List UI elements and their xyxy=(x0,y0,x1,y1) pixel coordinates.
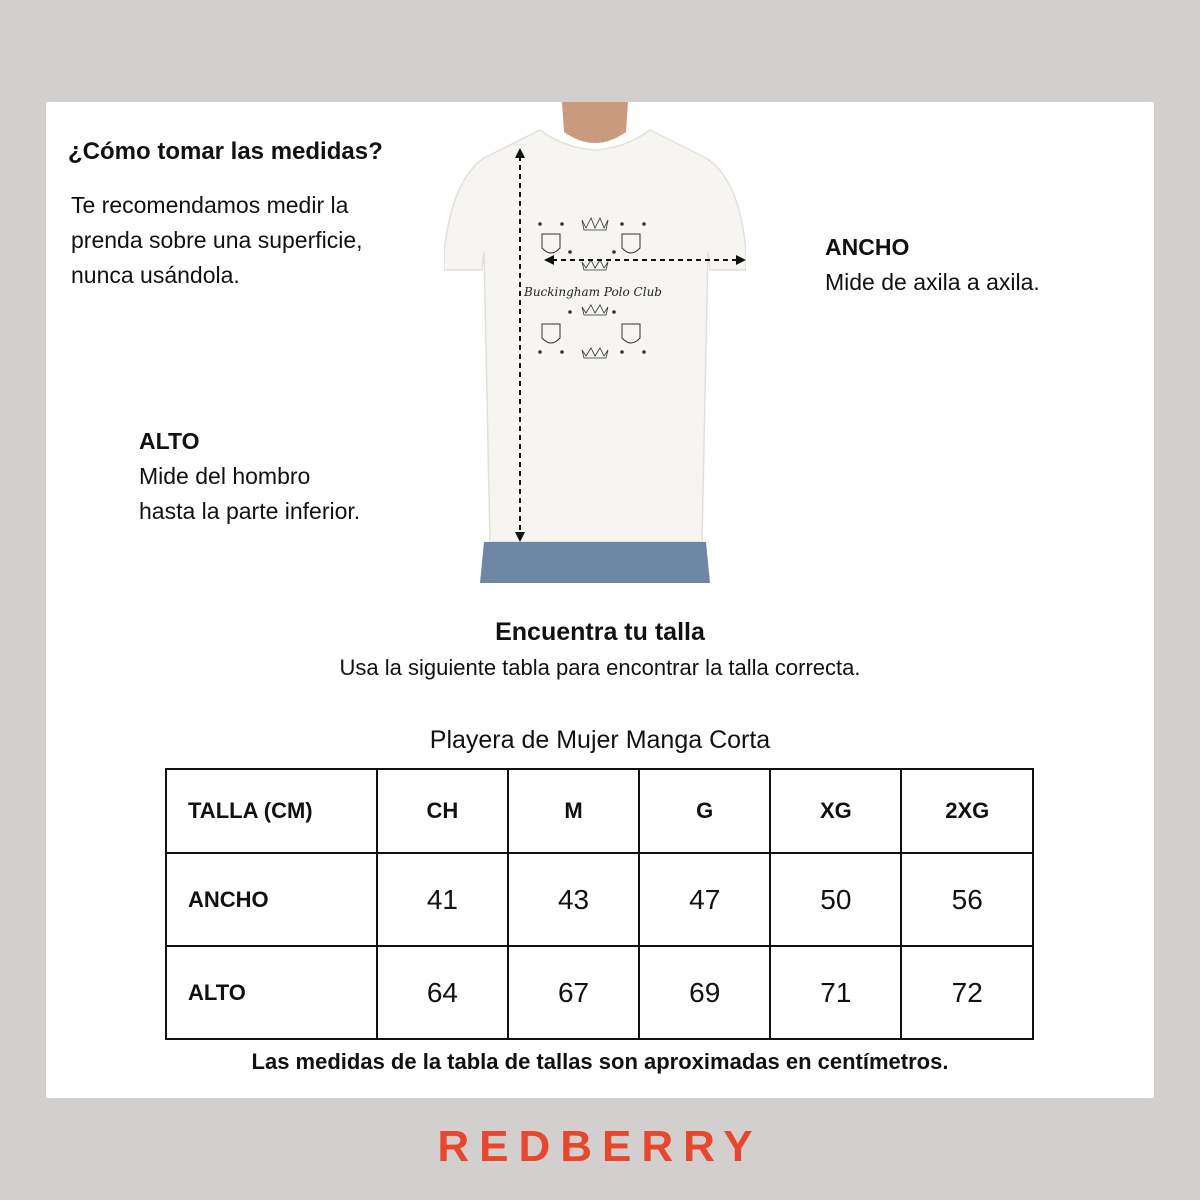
shirt-print-text: Buckingham Polo Club xyxy=(524,285,662,299)
row-label: ANCHO xyxy=(166,853,377,946)
table-cell: 69 xyxy=(639,946,770,1039)
table-row xyxy=(166,946,1033,1039)
header-cell: 2XG xyxy=(901,769,1033,853)
neck-shape xyxy=(562,102,628,143)
header-cell: M xyxy=(508,769,639,853)
header-cell: G xyxy=(639,769,770,853)
table-cell: 43 xyxy=(508,853,639,946)
alto-instruction xyxy=(139,424,360,529)
alto-label: ALTO xyxy=(139,428,200,454)
row-label: ALTO xyxy=(166,946,377,1039)
model-tshirt-image xyxy=(444,102,746,583)
table-cell: 56 xyxy=(901,853,1033,946)
brand-logo: REDBERRY xyxy=(437,1122,763,1171)
ancho-label: ANCHO xyxy=(825,234,910,260)
howto-line: nunca usándola. xyxy=(71,262,240,288)
table-cell: 72 xyxy=(901,946,1033,1039)
table-header-row xyxy=(166,769,1033,853)
table-cell: 47 xyxy=(639,853,770,946)
alto-line: hasta la parte inferior. xyxy=(139,498,361,524)
find-size-title: Encuentra tu talla xyxy=(495,618,705,646)
howto-line: prenda sobre una superficie, xyxy=(71,227,363,253)
alto-line: Mide del hombro xyxy=(139,463,311,489)
ancho-instruction xyxy=(825,230,1040,300)
tshirt-shape xyxy=(444,130,746,542)
header-cell: CH xyxy=(377,769,508,853)
table-cell: 67 xyxy=(508,946,639,1039)
footnote: Las medidas de la tabla de tallas son aproximadas en centímetros. xyxy=(251,1049,949,1074)
ancho-text: Mide de axila a axila. xyxy=(825,269,1040,295)
table-cell: 50 xyxy=(770,853,901,946)
table-row xyxy=(166,853,1033,946)
table-cell: 41 xyxy=(377,853,508,946)
howto-title: ¿Cómo tomar las medidas? xyxy=(68,138,383,165)
jeans-shape xyxy=(480,542,710,583)
header-cell: XG xyxy=(770,769,901,853)
find-size-subtitle: Usa la siguiente tabla para encontrar la talla correcta. xyxy=(339,655,861,680)
table-cell: 71 xyxy=(770,946,901,1039)
table-caption: Playera de Mujer Manga Corta xyxy=(429,726,771,754)
size-guide-card xyxy=(46,102,1154,1098)
size-table xyxy=(165,768,1034,1040)
tshirt-illustration xyxy=(444,102,746,583)
howto-line: Te recomendamos medir la xyxy=(71,192,349,218)
howto-text xyxy=(71,188,411,293)
table-cell: 64 xyxy=(377,946,508,1039)
header-cell: TALLA (CM) xyxy=(166,769,377,853)
